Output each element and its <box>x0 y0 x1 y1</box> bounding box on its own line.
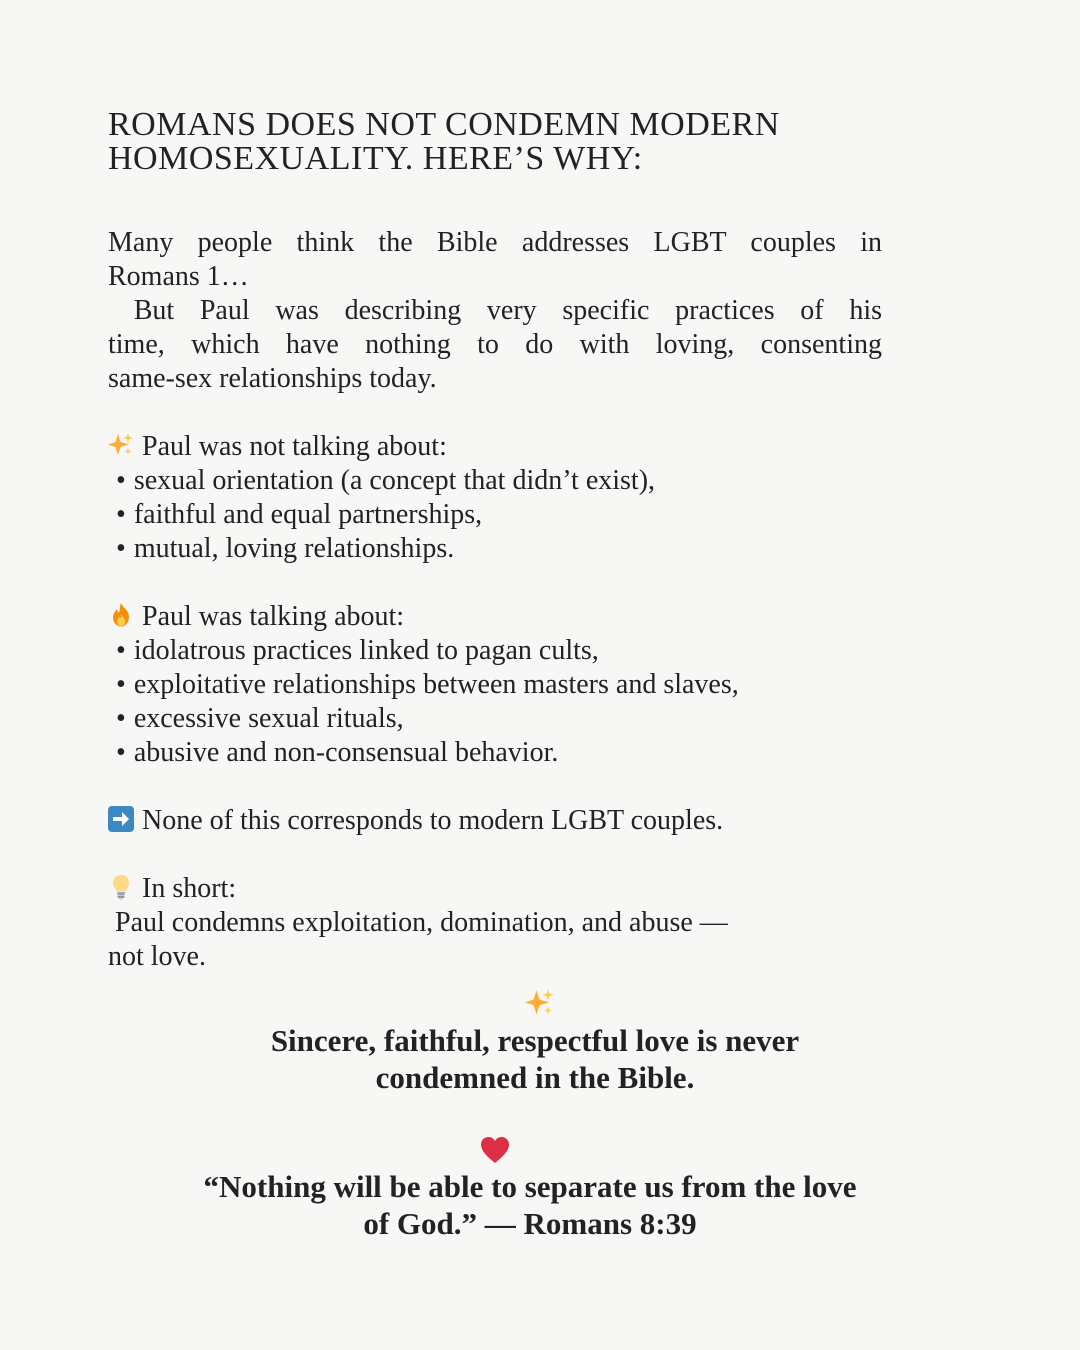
conclusion-text: None of this corresponds to modern LGBT couples. <box>142 805 724 836</box>
intro-line: time, which have nothing to do with loving, consenting <box>108 329 882 360</box>
list-item: • faithful and equal partnerships, <box>108 498 882 532</box>
list-item: • sexual orientation (a concept that didn’t exist), <box>108 464 882 498</box>
sparkles-icon <box>525 988 555 1018</box>
quote-text <box>0 1168 1080 1242</box>
fire-icon <box>108 602 134 628</box>
list-item: • exploitative relationships between masters and slaves, <box>108 668 882 702</box>
about-heading-text: Paul was talking about: <box>142 601 405 632</box>
page-title <box>108 108 882 176</box>
intro-line: But Paul was describing very specific practices of his <box>108 295 882 326</box>
heart-icon <box>480 1136 510 1164</box>
not-about-section <box>108 430 882 566</box>
sparkles-icon <box>108 432 134 458</box>
summary-line: not love. <box>108 941 206 972</box>
right-arrow-icon <box>108 806 134 832</box>
about-list <box>108 634 882 770</box>
intro-line: Romans 1… <box>108 261 249 292</box>
light-bulb-icon <box>108 874 134 900</box>
summary-line: Paul condemns exploitation, domination, and abuse — <box>108 907 728 938</box>
summary-heading <box>108 872 882 906</box>
not-about-heading <box>108 430 882 464</box>
highlight-text <box>0 1022 1080 1096</box>
list-item: • abusive and non-consensual behavior. <box>108 736 882 770</box>
list-item: • mutual, loving relationships. <box>108 532 882 566</box>
title-line-2: HOMOSEXUALITY. HERE’S WHY: <box>108 140 643 177</box>
summary-section <box>108 872 882 974</box>
conclusion-line <box>108 804 882 838</box>
summary-heading-text: In short: <box>142 873 237 904</box>
quote-line: “Nothing will be able to separate us from the love <box>203 1169 857 1204</box>
about-section <box>108 600 882 770</box>
quote-block <box>0 1136 1080 1242</box>
highlight-block <box>0 988 1080 1096</box>
title-line-1: ROMANS DOES NOT CONDEMN MODERN <box>108 106 780 143</box>
quote-line: of God.” — Romans 8:39 <box>363 1206 697 1241</box>
not-about-list <box>108 464 882 566</box>
highlight-line: condemned in the Bible. <box>375 1060 695 1095</box>
intro-paragraph <box>108 226 882 396</box>
post-content <box>108 108 882 974</box>
intro-line: Many people think the Bible addresses LGBT couples in <box>108 227 882 258</box>
conclusion-section <box>108 804 882 838</box>
highlight-line: Sincere, faithful, respectful love is never <box>270 1023 800 1058</box>
list-item: • idolatrous practices linked to pagan cults, <box>108 634 882 668</box>
list-item: • excessive sexual rituals, <box>108 702 882 736</box>
about-heading <box>108 600 882 634</box>
intro-line: same-sex relationships today. <box>108 363 437 394</box>
not-about-heading-text: Paul was not talking about: <box>142 431 447 462</box>
